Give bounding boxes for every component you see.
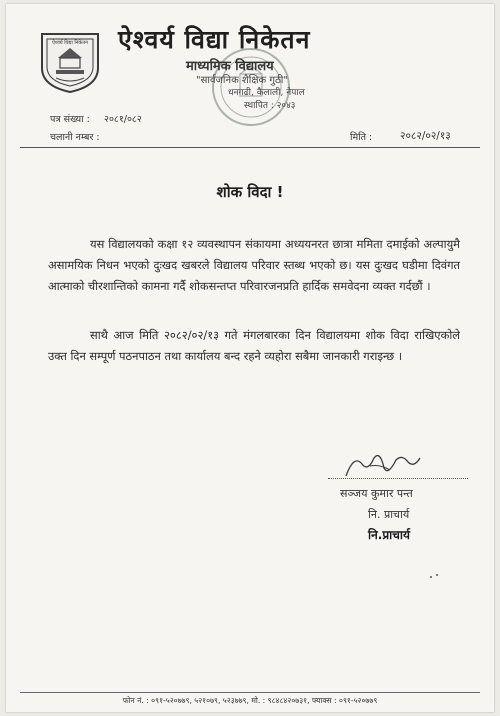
date-label: मिति : xyxy=(350,132,373,143)
notice-paragraph-1 xyxy=(48,234,460,297)
handwritten-signature xyxy=(340,446,430,486)
chalani-number-label: चलानी नम्बर : xyxy=(50,132,100,143)
svg-text:ऐश्वर्य विद्या निकेतन: ऐश्वर्य विद्या निकेतन xyxy=(52,40,88,46)
patra-sankhya-label: पत्र संख्या : xyxy=(50,114,90,125)
school-name: ऐश्वर्य विद्या निकेतन xyxy=(118,25,311,54)
patra-sankhya-value: २०८१/०८२ xyxy=(104,114,142,125)
paragraph-2-text: साथै आज मिति २०८२/०२/१३ गते मंगलबारका दिन विद्यालयमा शोक विदा राखिएकोले उक्त दिन सम्पूर्ण पठनपाठन तथा कार्यालय बन्द रहने व्यहोरा सबैमा जानकारी गराइन्छ । xyxy=(48,328,460,363)
footer-divider xyxy=(20,692,480,693)
header-divider xyxy=(20,147,480,148)
school-organization: "सार्वजनिक शैक्षिक गुठी" xyxy=(196,75,288,86)
notice-paragraph-2 xyxy=(48,325,460,367)
speck xyxy=(436,574,438,576)
school-logo xyxy=(38,28,102,94)
designation-stamp: नि.प्राचार्य xyxy=(368,528,410,542)
footer-contact: फोन नं. : ०९१-५२०७७९, ५२१०७९, ५२३७७९, मो. : ९८४८४२०७३१, फ्याक्स : ०९१-५२०७७९ xyxy=(122,696,378,705)
paragraph-1-text: यस विद्यालयको कक्षा १२ व्यवस्थापन संकायमा अध्ययनरत छात्रा ममिता दमाईको अल्पायुमै असामयिक निधन भएको दुःखद खबरले विद्यालय परिवार स्तब्ध भएको छ। यस दुःखद घडीमा दिवंगत आत्माको चीरशान्तिको कामना गर्दै शोकसन्तप्त परिवारजनप्रति हार्दिक समवेदना व्यक्त गर्दछौं । xyxy=(48,237,460,293)
signature-line xyxy=(328,478,468,479)
speck xyxy=(430,576,432,578)
school-type: माध्यमिक विद्यालय xyxy=(186,59,274,74)
signer-name: सञ्जय कुमार पन्त xyxy=(340,487,413,500)
school-address: धनगढी, कैलाली, नेपाल xyxy=(228,88,305,98)
signer-designation: नि. प्राचार्य xyxy=(368,508,410,521)
school-established: स्थापित : २०४३ xyxy=(244,101,296,111)
date-value: २०८२/०२/१३ xyxy=(400,130,451,142)
notice-heading: शोक विदा ! xyxy=(216,183,284,201)
